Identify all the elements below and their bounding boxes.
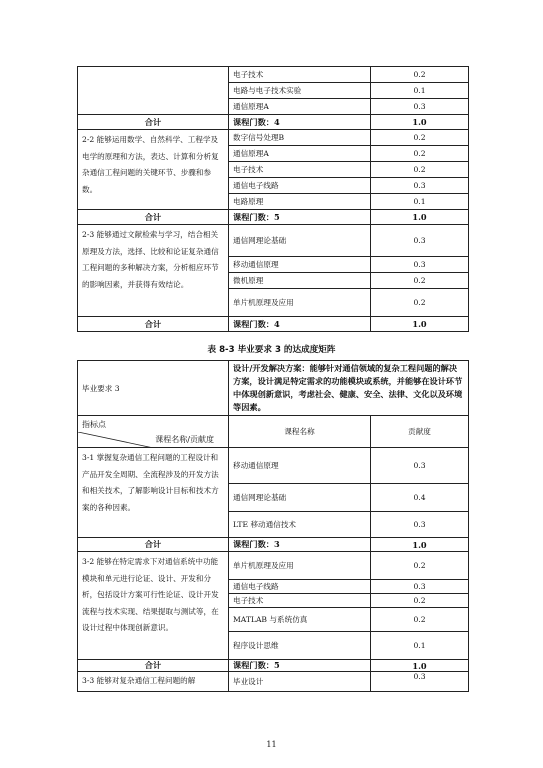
- course-count: 课程门数：3: [229, 538, 371, 552]
- course-name: LTE 移动通信技术: [229, 512, 371, 538]
- sum-label: 合计: [78, 538, 229, 552]
- indicator-2-3: 2-3 能够通过文献检索与学习，结合相关原理及方法，选择、比较和论证复杂通信工程问题的多种解决方案，分析相应环节的影响因素，并获得有效结论。: [78, 225, 229, 317]
- course-name: 移动通信原理: [229, 448, 371, 484]
- contribution-value: 0.2: [371, 273, 469, 289]
- contribution-value: 0.2: [371, 146, 469, 162]
- sum-label: 合计: [78, 115, 229, 130]
- sum-label: 合计: [78, 317, 229, 332]
- contribution-value: 0.3: [371, 225, 469, 257]
- table-row: [78, 672, 469, 692]
- contribution-value: 0.4: [371, 484, 469, 512]
- diag-header-bottom: 指标点: [82, 419, 106, 429]
- course-name: 通信电子线路: [229, 580, 371, 594]
- sum-row: [78, 115, 469, 130]
- course-name: 微机原理: [229, 273, 371, 289]
- course-name: 通信原理A: [229, 146, 371, 162]
- sum-total: 1.0: [371, 210, 469, 225]
- course-name: 程序设计思维: [229, 632, 371, 660]
- course-count: 课程门数：4: [229, 115, 371, 130]
- requirement-label: 毕业要求 3: [78, 361, 229, 416]
- header-row: [78, 416, 469, 448]
- contribution-value: 0.3: [371, 178, 469, 194]
- contribution-value: 0.3: [371, 672, 469, 692]
- indicator-cell: [78, 67, 229, 115]
- sum-label: 合计: [78, 210, 229, 225]
- contribution-value: 0.3: [371, 257, 469, 273]
- table-row: [78, 67, 469, 83]
- contribution-value: 0.1: [371, 194, 469, 210]
- table-row: [78, 448, 469, 484]
- contribution-value: 0.2: [371, 67, 469, 83]
- sum-total: 1.0: [371, 317, 469, 332]
- contribution-value: 0.2: [371, 130, 469, 146]
- contribution-value: 0.2: [371, 608, 469, 632]
- course-name: 通信电子线路: [229, 178, 371, 194]
- table-row: [78, 552, 469, 580]
- course-name: 通信网理论基础: [229, 225, 371, 257]
- contribution-value: 0.1: [371, 632, 469, 660]
- requirement3-matrix: [77, 360, 469, 692]
- contribution-value: 0.3: [371, 99, 469, 115]
- sum-total: 1.0: [371, 115, 469, 130]
- table-row: [78, 225, 469, 257]
- requirement2-matrix-continued: [77, 66, 469, 332]
- course-name: 电子技术: [229, 594, 371, 608]
- table-title: 表 8-3 毕业要求 3 的达成度矩阵: [207, 345, 336, 355]
- contribution-value: 0.2: [371, 594, 469, 608]
- header-value: 贡献度: [371, 416, 469, 448]
- contribution-value: 0.2: [371, 552, 469, 580]
- course-name: 毕业设计: [229, 672, 371, 692]
- contribution-value: 0.3: [371, 448, 469, 484]
- course-name: MATLAB 与系统仿真: [229, 608, 371, 632]
- requirement-row: [78, 361, 469, 416]
- sum-row: [78, 538, 469, 552]
- indicator-3-2: 3-2 能够在特定需求下对通信系统中功能模块和单元进行论证、设计、开发和分析，包括设计方案可行性论证、设计开发流程与技术实现、结果提取与测试等，在设计过程中体现创新意识。: [78, 552, 229, 660]
- page-number: 11: [266, 740, 277, 749]
- course-name: 通信原理A: [229, 99, 371, 115]
- diag-header-top: 课程名称/贡献度: [155, 434, 214, 444]
- course-name: 电子技术: [229, 67, 371, 83]
- contribution-value: 0.1: [371, 83, 469, 99]
- course-name: 单片机原理及应用: [229, 289, 371, 317]
- course-name: 电路原理: [229, 194, 371, 210]
- sum-row: [78, 317, 469, 332]
- course-name: 通信网理论基础: [229, 484, 371, 512]
- contribution-value: 0.2: [371, 162, 469, 178]
- course-count: 课程门数：5: [229, 660, 371, 672]
- requirement-description: 设计/开发解决方案：能够针对通信领域的复杂工程问题的解决方案，设计满足特定需求的功能模块或系统，并能够在设计环节中体现创新意识，考虑社会、健康、安全、法律、文化以及环境等因素。: [229, 361, 469, 416]
- course-name: 电子技术: [229, 162, 371, 178]
- sum-total: 1.0: [371, 660, 469, 672]
- header-course: 课程名称: [229, 416, 371, 448]
- table-row: [78, 130, 469, 146]
- course-count: 课程门数：4: [229, 317, 371, 332]
- indicator-3-1: 3-1 掌握复杂通信工程问题的工程设计和产品开发全周期、全流程涉及的开发方法和相关技术，了解影响设计目标和技术方案的各种因素。: [78, 448, 229, 538]
- sum-label: 合计: [78, 660, 229, 672]
- course-name: 移动通信原理: [229, 257, 371, 273]
- sum-row: [78, 210, 469, 225]
- diagonal-header: [78, 416, 229, 448]
- indicator-3-3: 3-3 能够对复杂通信工程问题的解: [78, 672, 229, 692]
- indicator-2-2: 2-2 能够运用数学、自然科学、工程学及电学的原理和方法，表达、计算和分析复杂通信工程问题的关键环节、步骤和参数。: [78, 130, 229, 210]
- contribution-value: 0.3: [371, 580, 469, 594]
- sum-total: 1.0: [371, 538, 469, 552]
- course-name: 单片机原理及应用: [229, 552, 371, 580]
- course-count: 课程门数：5: [229, 210, 371, 225]
- contribution-value: 0.3: [371, 512, 469, 538]
- course-name: 数字信号处理B: [229, 130, 371, 146]
- course-name: 电路与电子技术实验: [229, 83, 371, 99]
- contribution-value: 0.2: [371, 289, 469, 317]
- sum-row: [78, 660, 469, 672]
